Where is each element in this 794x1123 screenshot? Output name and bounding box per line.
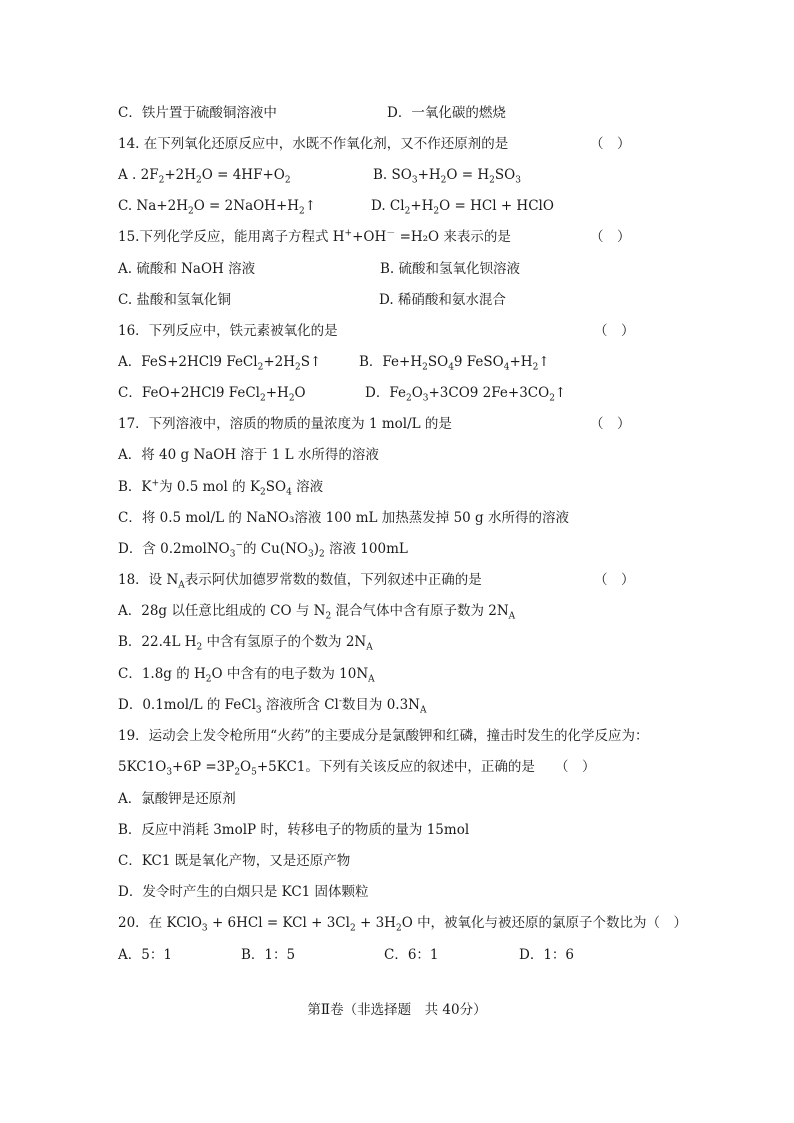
option-15c: C. 盐酸和氢氧化铜 [118, 292, 231, 308]
option-16d: D．$Fe_2O_3+3CO9$ $2Fe+3CO_2↑$ [365, 385, 567, 404]
option-18d: D．0.1mol/L 的 FeCl$_3$ 溶液所含 Cl-数目为 $0.3N_A$ [118, 696, 427, 716]
option-19a: A．氯酸钾是还原剂 [118, 791, 236, 807]
option-14a: A . $2F_2+2H_2O = 4HF+O_2$ [118, 167, 291, 186]
answer-paren-19: （ ） [555, 759, 596, 775]
option-14d: D. $Cl_2+H_2O$ = HCl + HClO [371, 198, 554, 217]
answer-paren-14: （ ） [590, 136, 631, 152]
answer-paren-15: （ ） [590, 229, 631, 245]
option-16a: A．FeS+2HCl9 $FeCl_2+2H_2S↑$ [118, 354, 322, 373]
question-14-stem: 14. 在下列氧化还原反应中，水既不作氧化剂，又不作还原剂的是 [118, 136, 509, 152]
question-18-stem: 18．设 $N_A$表示阿伏加德罗常数的数值，下列叙述中正确的是 [118, 572, 482, 591]
question-17-stem: 17．下列溶液中，溶质的物质的量浓度为 1 mol/L 的是 [118, 416, 452, 432]
option-13c: C．铁片置于硫酸铜溶液中 [118, 105, 277, 121]
question-15-stem: 15.下列化学反应，能用离子方程式 H++OH－ =H₂O 来表示的是 [118, 228, 511, 245]
option-15b: B. 硫酸和氢氧化钡溶液 [380, 261, 521, 277]
option-15d: D. 稀硝酸和氨水混合 [379, 292, 506, 308]
section-heading: 第Ⅱ卷（非选择题 共 40分） [307, 1002, 487, 1018]
option-14c: C. $Na+2H_2O$ = $2NaOH+H_2↑$ [118, 198, 317, 217]
option-19c: C．KC1 既是氧化产物，又是还原产物 [118, 853, 351, 869]
option-15a: A. 硫酸和 NaOH 溶液 [118, 261, 256, 277]
question-19-stem: 19．运动会上发令枪所用“火药”的主要成分是氯酸钾和红磷，撞击时发生的化学反应为： [118, 728, 649, 744]
option-17c: C．将 0.5 mol/L 的 NaNO₃溶液 100 mL 加热蒸发掉 50 g 水所得的溶液 [118, 510, 569, 526]
option-17d: D．含 0.2molNO$_3$−的 $Cu(NO_3)_2$ 溶液 100mL [118, 540, 408, 560]
option-17b: B．K+为 0.5 mol 的 $K_2SO_4$ 溶液 [118, 478, 324, 498]
question-16-stem: 16．下列反应中，铁元素被氧化的是 [118, 323, 338, 339]
question-20-stem: 20．在 KClO$_3$ + 6HCl = KCl + $3Cl_2 + 3H_2O$ 中，被氧化与被还原的氯原子个数比为（ ） [118, 915, 688, 934]
option-14b: B. $SO_3+H_2O = H_2SO_3$ [373, 167, 521, 186]
option-18b: B．22.4L $H_2$ 中含有氢原子的个数为 $2N_A$ [118, 634, 373, 653]
option-16c: C．FeO+2HCl9 $FeCl_2+H_2O$ [118, 385, 306, 404]
option-20b: B．1：5 [241, 947, 296, 963]
question-19-equation: $5KC1O_3+6P =3P_2O_5+5KC1$。下列有关该反应的叙述中，正确的是 [118, 759, 535, 778]
option-20c: C．6：1 [384, 947, 439, 963]
option-16b: B．$Fe+H_2SO_49$ $FeSO_4+H_2↑$ [359, 354, 550, 373]
answer-paren-17: （ ） [590, 416, 631, 432]
option-13d: D．一氧化碳的燃烧 [387, 105, 506, 121]
option-18c: C．1.8g 的 $H_2O$ 中含有的电子数为 $10N_A$ [118, 666, 375, 685]
answer-paren-18: （ ） [594, 572, 635, 588]
option-20d: D．1：6 [519, 947, 575, 963]
option-17a: A．将 40 g NaOH 溶于 1 L 水所得的溶液 [118, 447, 379, 463]
answer-paren-16: （ ） [594, 323, 635, 339]
option-19d: D．发令时产生的白烟只是 KC1 固体颗粒 [118, 884, 369, 900]
option-18a: A．28g 以任意比组成的 CO 与 $N_2$ 混合气体中含有原子数为 $2N_A$ [118, 603, 516, 622]
option-20a: A．5：1 [118, 947, 172, 963]
option-19b: B．反应中消耗 3molP 时，转移电子的物质的量为 15mol [118, 822, 470, 838]
